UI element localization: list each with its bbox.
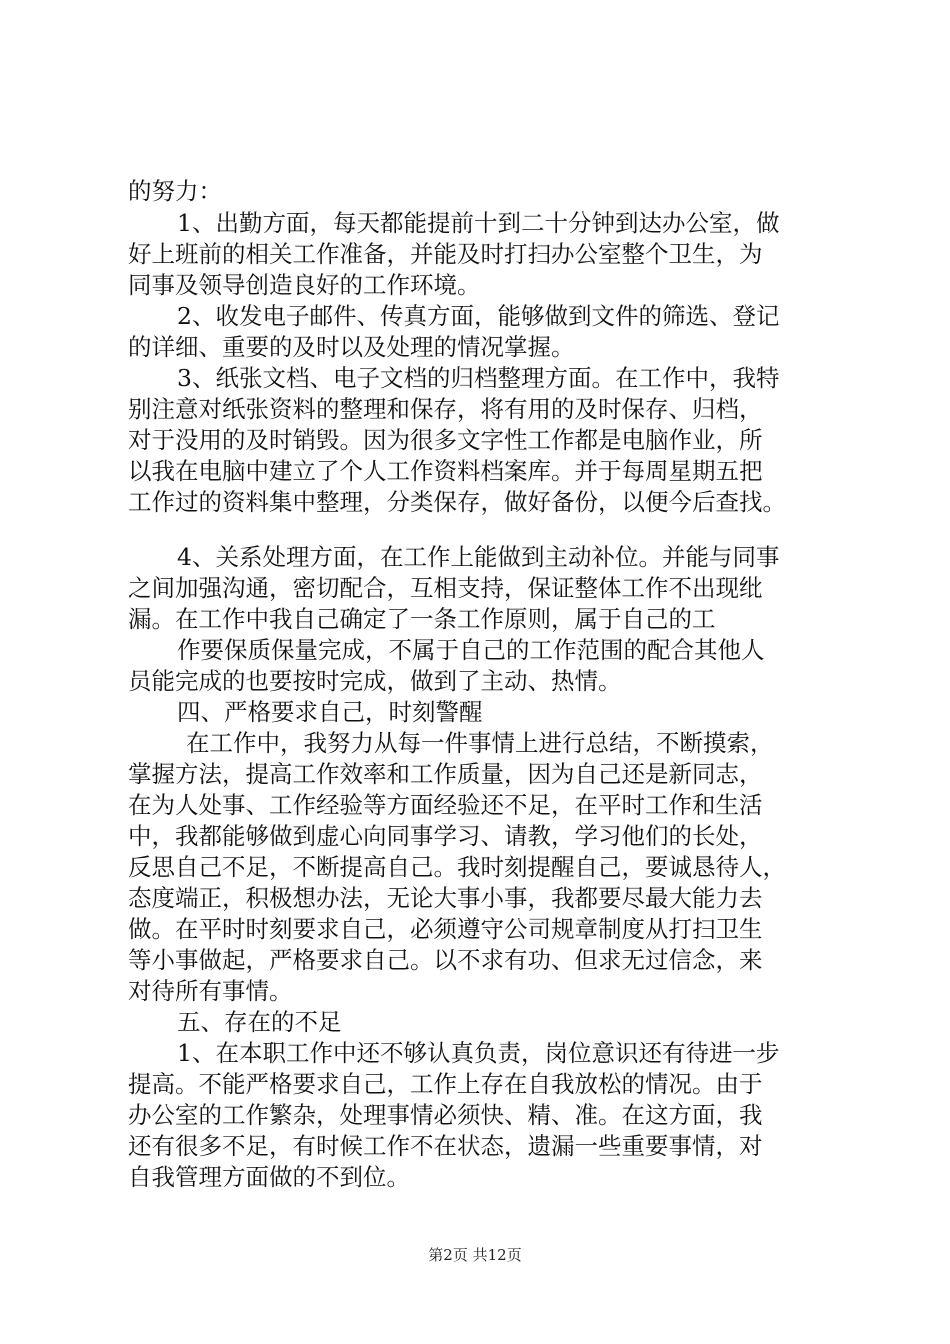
text-line: 对待所有事情。 (128, 977, 293, 1005)
text-line: 的详细、重要的及时以及处理的情况掌握。 (128, 333, 575, 361)
text-line: 3、纸张文档、电子文档的归档整理方面。在工作中，我特 (177, 364, 780, 392)
text-line: 员能完成的也要按时完成，做到了主动、热情。 (128, 667, 622, 695)
text-line: 等小事做起，严格要求自己。以不求有功、但求无过信念，来 (128, 946, 763, 974)
text-line: 的努力： (128, 177, 222, 205)
text-line: 4、关系处理方面，在工作上能做到主动补位。并能与同事 (177, 543, 780, 571)
text-line: 好上班前的相关工作准备，并能及时打扫办公室整个卫生，为 (128, 240, 763, 268)
text-line: 之间加强沟通，密切配合，互相支持，保证整体工作不出现纰 (128, 574, 763, 602)
text-line: 工作过的资料集中整理，分类保存，做好备份，以便今后查找。 (128, 488, 786, 516)
text-line: 还有很多不足，有时候工作不在状态，遗漏一些重要事情，对 (128, 1132, 763, 1160)
text-line: 1、出勤方面，每天都能提前十到二十分钟到达办公室，做 (177, 209, 780, 237)
text-line: 在工作中，我努力从每一件事情上进行总结，不断摸索， (186, 729, 774, 757)
text-line: 1、在本职工作中还不够认真负责，岗位意识还有待进一步 (177, 1039, 780, 1067)
text-line: 同事及领导创造良好的工作环境。 (128, 271, 481, 299)
text-line: 2、收发电子邮件、传真方面，能够做到文件的筛选、登记 (177, 302, 780, 330)
text-line: 办公室的工作繁杂，处理事情必须快、精、准。在这方面，我 (128, 1101, 763, 1129)
text-line: 中，我都能够做到虚心向同事学习、请教，学习他们的长处， (128, 822, 763, 850)
text-line: 提高。不能严格要求自己，工作上存在自我放松的情况。由于 (128, 1070, 763, 1098)
section-heading: 四、严格要求自己，时刻警醒 (177, 698, 483, 726)
text-line: 作要保质保量完成，不属于自己的工作范围的配合其他人 (177, 636, 765, 664)
text-line: 别注意对纸张资料的整理和保存，将有用的及时保存、归档， (128, 395, 763, 423)
section-heading: 五、存在的不足 (177, 1008, 342, 1036)
page-number: 第2页 共12页 (428, 1246, 522, 1264)
text-line: 做。在平时时刻要求自己，必须遵守公司规章制度从打扫卫生 (128, 915, 763, 943)
text-line: 掌握方法，提高工作效率和工作质量，因为自己还是新同志， (128, 760, 763, 788)
text-line: 反思自己不足，不断提高自己。我时刻提醒自己，要诚恳待人， (128, 853, 786, 881)
text-line: 在为人处事、工作经验等方面经验还不足，在平时工作和生活 (128, 791, 763, 819)
text-line: 漏。在工作中我自己确定了一条工作原则，属于自己的工 (128, 605, 716, 633)
text-line: 以我在电脑中建立了个人工作资料档案库。并于每周星期五把 (128, 457, 763, 485)
text-line: 态度端正，积极想办法，无论大事小事，我都要尽最大能力去 (128, 884, 763, 912)
text-line: 自我管理方面做的不到位。 (128, 1163, 410, 1191)
text-line: 对于没用的及时销毁。因为很多文字性工作都是电脑作业，所 (128, 426, 763, 454)
